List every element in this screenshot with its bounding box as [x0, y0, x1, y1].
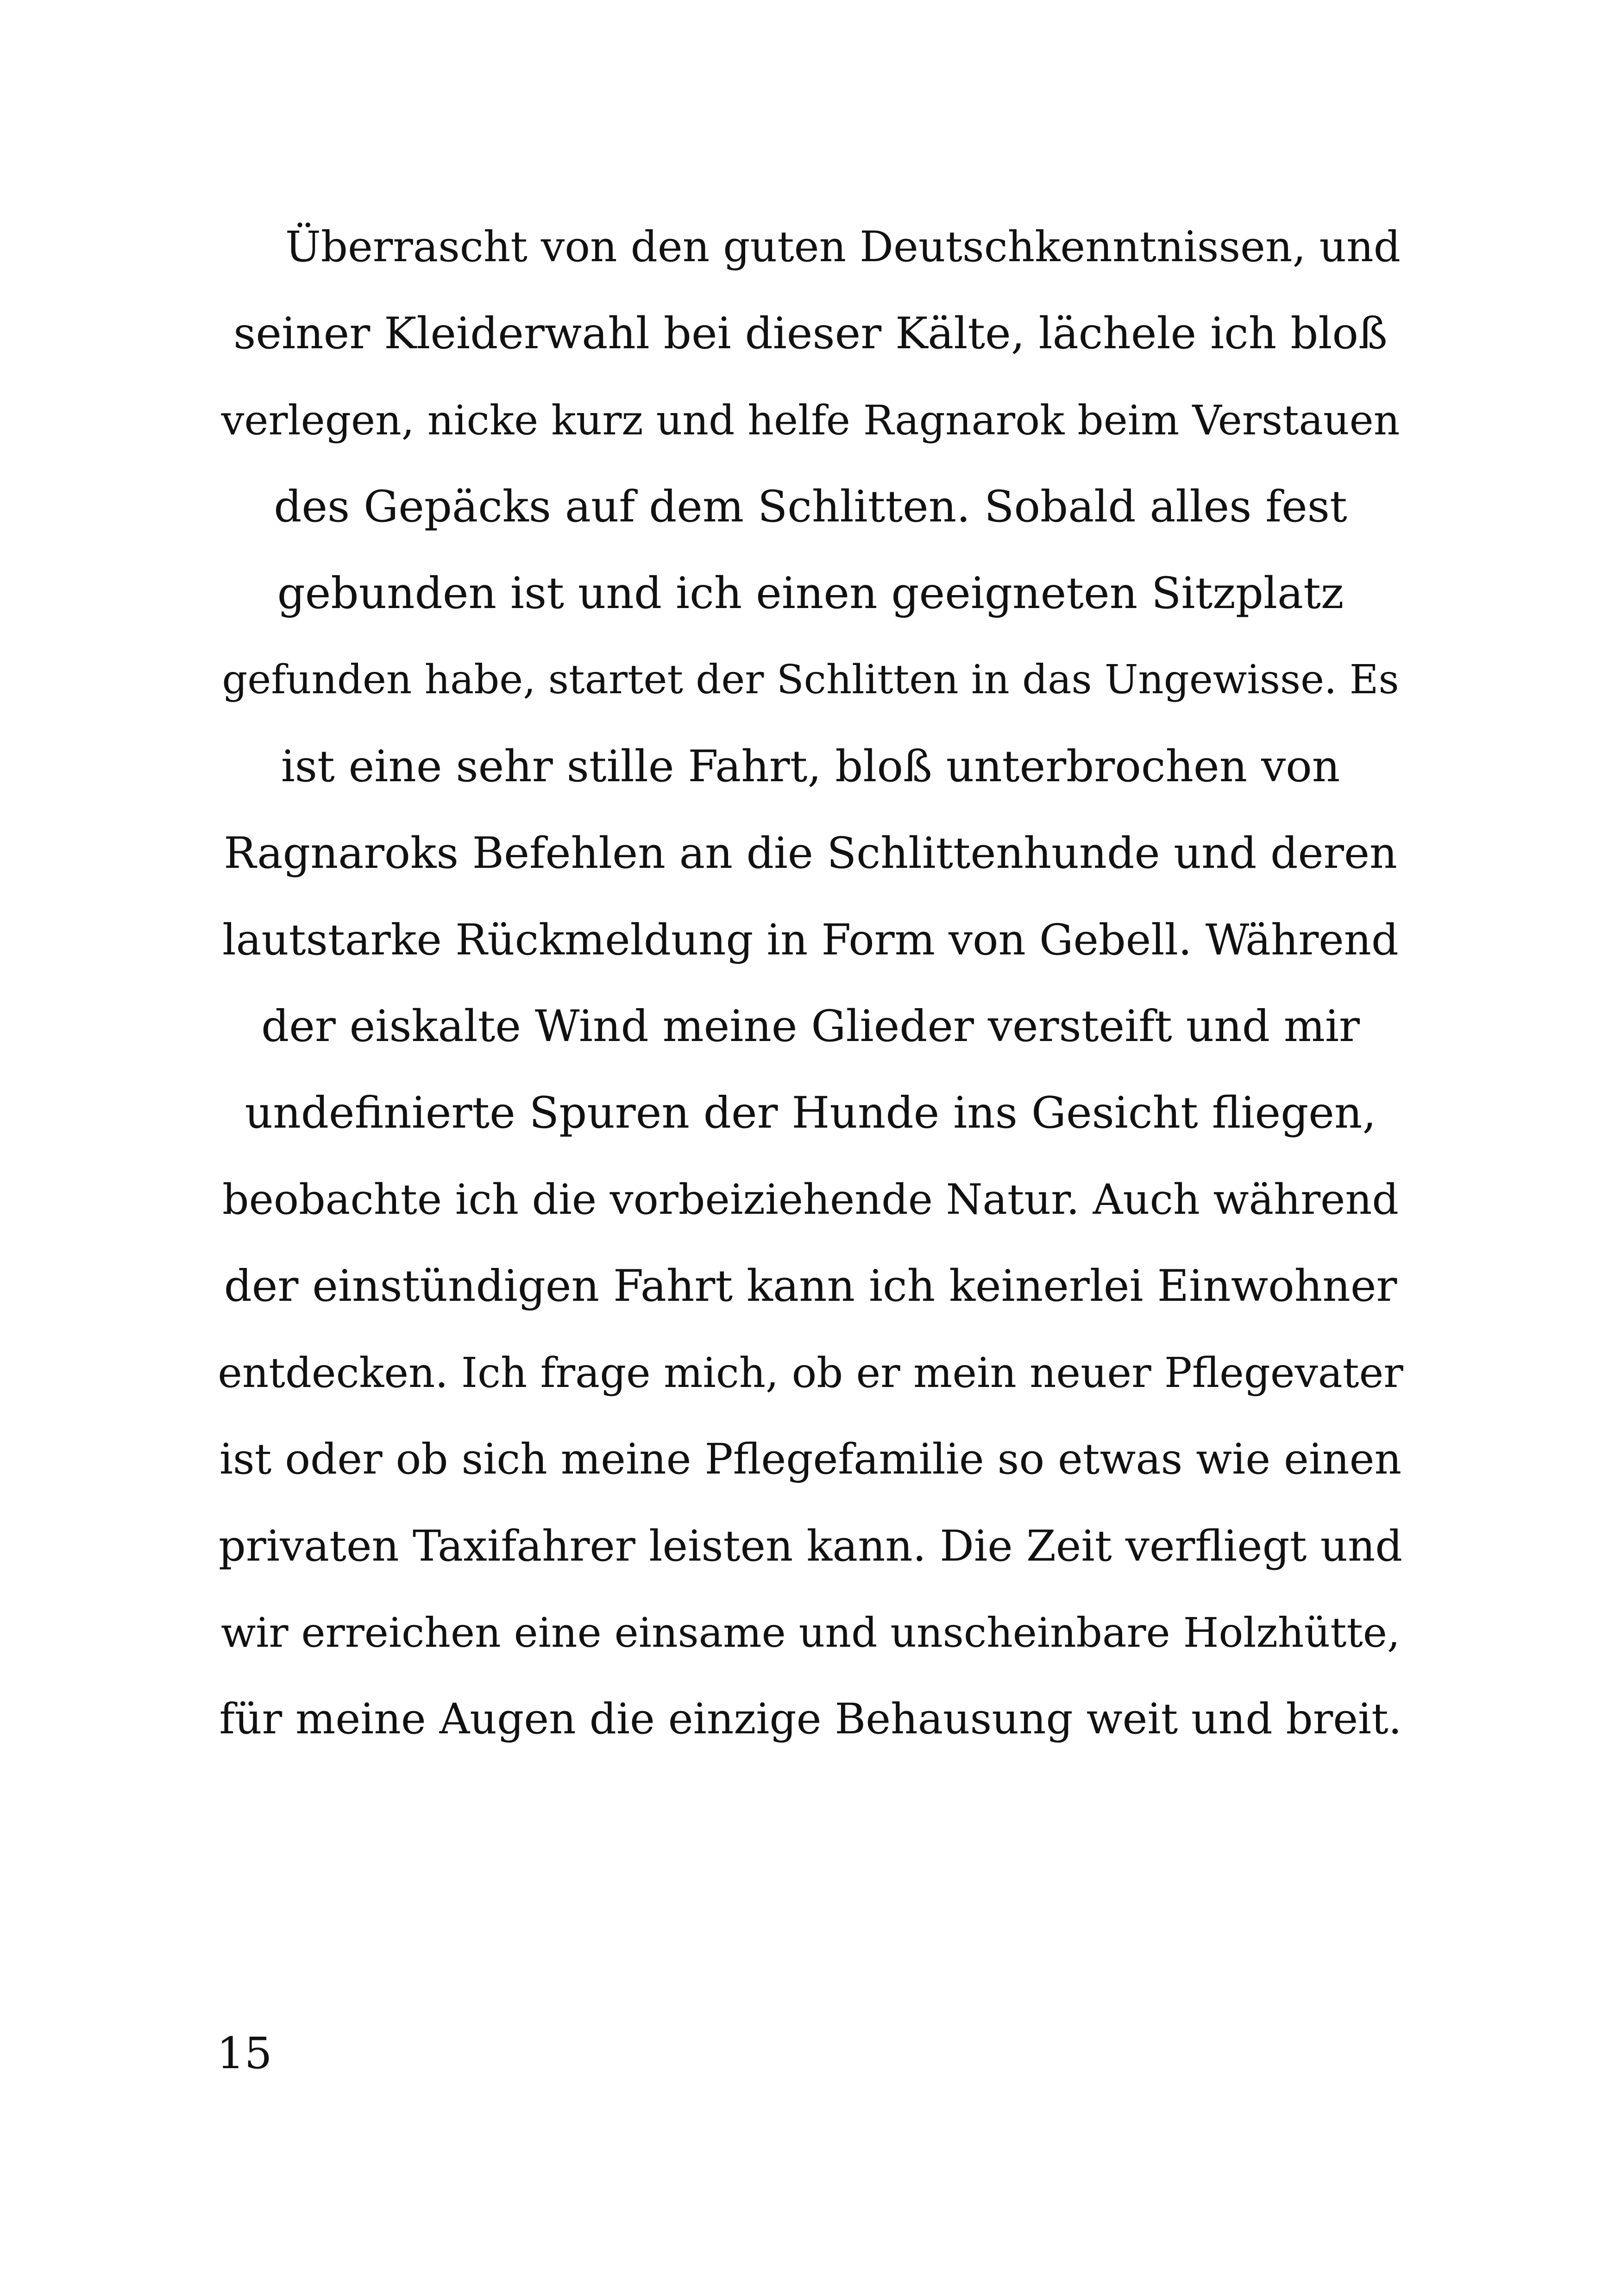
- text-line: Ragnaroks Befehlen an die Schlittenhunde und deren: [224, 828, 1397, 878]
- text-line: verlegen, nicke kurz und helfe Ragnarok beim Verstauen: [221, 396, 1400, 444]
- text-line: für meine Augen die einzige Behausung weit und breit.: [219, 1695, 1402, 1744]
- text-line: der eiskalte Wind meine Glieder versteift und mir: [261, 1001, 1360, 1052]
- text-line: gebunden ist und ich einen geeigneten Sitzplatz: [277, 568, 1344, 619]
- text-line: der einstündigen Fahrt kann ich keinerlei Einwohner: [224, 1261, 1397, 1311]
- text-line: ist oder ob sich meine Pflegefamilie so etwas wie einen: [219, 1435, 1402, 1484]
- text-line: privaten Taxifahrer leisten kann. Die Zeit verfliegt und: [218, 1521, 1403, 1571]
- page-number: 15: [217, 2028, 272, 2079]
- text-line: ist eine sehr stille Fahrt, bloß unterbrochen von: [281, 741, 1340, 792]
- text-line: lautstarke Rückmeldung in Form von Gebell. Während: [222, 915, 1399, 965]
- text-line: seiner Kleiderwahl bei dieser Kälte, lächele ich bloß: [233, 308, 1388, 359]
- text-line: des Gepäcks auf dem Schlitten. Sobald alles fest: [274, 482, 1347, 532]
- text-line: Überrascht von den guten Deutschkenntnissen, und: [285, 223, 1401, 271]
- text-line: gefunden habe, startet der Schlitten in das Ungewisse. Es: [222, 657, 1399, 703]
- text-line: beobachte ich die vorbeiziehende Natur. Auch während: [222, 1175, 1399, 1224]
- text-line: entdecken. Ich frage mich, ob er mein neuer Pflegevater: [218, 1349, 1403, 1397]
- text-line: wir erreichen eine einsame und unscheinbare Holzhütte,: [221, 1609, 1400, 1656]
- body-paragraph: [218, 204, 1403, 1763]
- text-line: undefinierte Spuren der Hunde ins Gesicht fliegen,: [245, 1088, 1376, 1138]
